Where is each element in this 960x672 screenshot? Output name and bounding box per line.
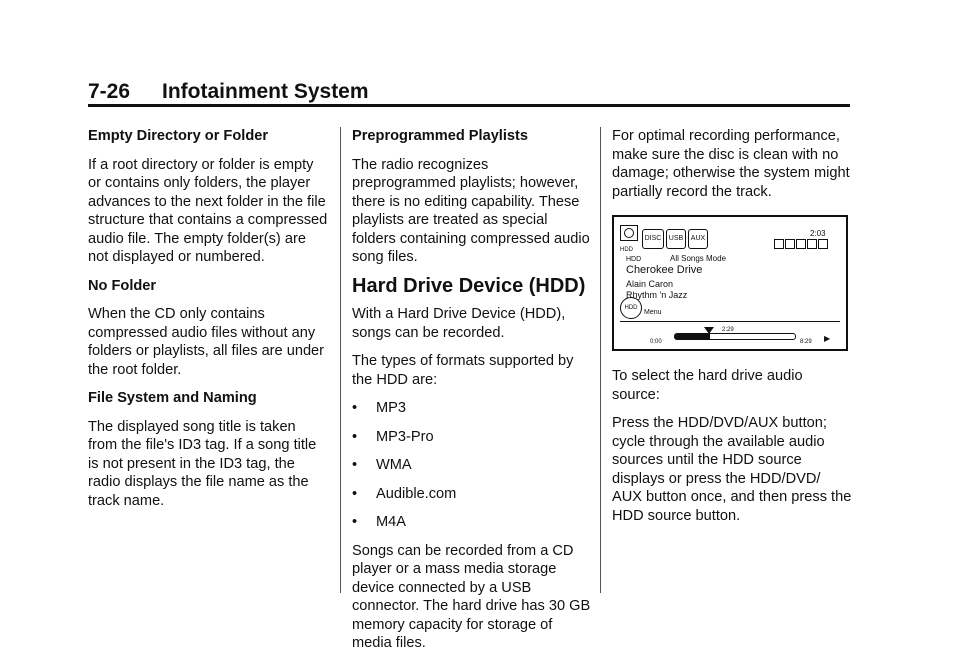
radio-screen-figure — [612, 215, 848, 351]
bullet: • — [352, 400, 358, 416]
bullet: • — [352, 457, 358, 473]
bluetooth-icon — [796, 239, 806, 249]
bullet: • — [352, 514, 358, 530]
bullet: • — [352, 485, 358, 502]
format-list — [352, 399, 592, 532]
section-heading: No Folder — [88, 277, 157, 294]
paragraph: Press the HDD/DVD/AUX button; cycle through the available audio sources until the HDD source displays or press the HDD/DVD/ AUX button once, and then press the HDD source button. — [612, 415, 852, 524]
hdd-button[interactable]: HDD — [620, 297, 642, 319]
album-name: Rhythm 'n Jazz — [626, 290, 688, 300]
disc-tab[interactable]: DISC — [642, 229, 664, 249]
info-icon — [818, 239, 828, 249]
column-2 — [352, 127, 592, 663]
column-1 — [88, 127, 328, 520]
mode-label: All Songs Mode — [670, 254, 727, 263]
hdd-source-icon — [620, 225, 638, 241]
section-heading: Preprogrammed Playlists — [352, 128, 529, 144]
paragraph: The displayed song title is taken from the file's ID3 tag. If a song title is not present in the ID3 tag, the radio displays the file name as the track name. — [88, 418, 317, 509]
paragraph: The radio recognizes preprogrammed playlists; however, there is no editing capability. These playlists are treated as special folders containing compressed audio song files. — [352, 156, 590, 265]
column-divider — [340, 127, 341, 593]
section-heading: File System and Naming — [88, 390, 257, 406]
list-item — [352, 399, 592, 418]
end-time: 8:29 — [800, 339, 812, 345]
column-3 — [612, 127, 852, 535]
menu-label[interactable]: Menu — [644, 309, 662, 316]
list-item-text: Audible.com — [376, 485, 457, 502]
section-heading: Empty Directory or Folder — [88, 128, 269, 144]
signal-icon — [785, 239, 795, 249]
paragraph: With a Hard Drive Device (HDD), songs can be recorded. — [352, 306, 566, 341]
paragraph: If a root directory or folder is empty or contains only folders, the player advances to the next folder in the file structure that contains a compressed audio file. The empty folder(s) are not displayed or numbered. — [88, 156, 328, 265]
elapsed-marker: 2:29 — [722, 327, 734, 333]
song-title: Cherokee Drive — [626, 264, 703, 276]
paragraph: Songs can be recorded from a CD player or a mass media storage device connected by a USB connector. The hard drive has 30 GB memory capacity for storage of media files. — [352, 542, 591, 651]
artist-name: Alain Caron — [626, 279, 674, 289]
list-item-text: MP3 — [376, 400, 407, 416]
aux-tab[interactable]: AUX — [688, 229, 708, 249]
clock: 2:03 — [810, 229, 826, 238]
speaker-icon — [774, 239, 784, 249]
list-item — [352, 428, 592, 447]
list-item-text: M4A — [376, 514, 407, 530]
bullet: • — [352, 428, 358, 445]
play-icon[interactable]: ▶ — [824, 334, 831, 343]
phone-icon — [807, 239, 817, 249]
paragraph: For optimal recording performance, make sure the disc is clean with no damage; otherwise the system might partially record the track. — [612, 128, 850, 200]
list-item — [352, 485, 592, 504]
page-header — [88, 80, 850, 106]
list-item — [352, 456, 592, 475]
list-item-text: MP3-Pro — [376, 428, 434, 445]
progress-fill — [675, 334, 710, 339]
paragraph: To select the hard drive audio source: — [612, 368, 803, 403]
status-icons — [774, 237, 828, 256]
hdd-small-label: HDD — [620, 247, 633, 253]
header-rule — [88, 104, 850, 107]
source-label: HDD — [626, 256, 642, 263]
usb-tab[interactable]: USB — [666, 229, 686, 249]
column-divider — [600, 127, 601, 593]
list-item-text: WMA — [376, 457, 412, 473]
list-item — [352, 513, 592, 532]
page-number: 7-26 — [88, 80, 131, 103]
paragraph: The types of formats supported by the HDD are: — [352, 353, 574, 388]
paragraph: When the CD only contains compressed audio files without any folders or playlists, all files are under the root folder. — [88, 306, 325, 378]
start-time: 0:00 — [650, 339, 662, 345]
chapter-title: Infotainment System — [162, 80, 369, 103]
major-heading: Hard Drive Device (HDD) — [352, 274, 586, 297]
progress-bar[interactable] — [674, 333, 796, 340]
